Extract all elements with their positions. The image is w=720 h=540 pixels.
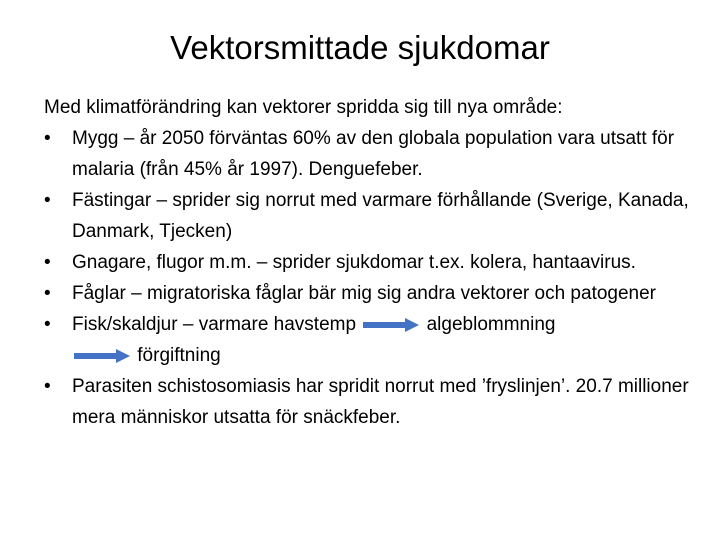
slide-body [44,92,694,433]
bullet-text: Fåglar – migratoriska fåglar bär mig sig andra vektorer och patogener [72,283,657,304]
bullet-text: Parasiten schistosomiasis har spridit norrut med ’fryslinjen’. 20.7 millioner mera människor utsatta för snäckfeber. [72,376,689,428]
bullet-text-part1: Fisk/skaldjur – varmare havstemp [72,314,357,335]
list-item [44,278,694,309]
bullet-text-part3: förgiftning [137,345,221,366]
bullet-icon: • [44,190,51,211]
bullet-text-part2: algeblommning [426,314,556,335]
bullet-list [44,123,694,433]
bullet-icon: • [44,314,51,335]
bullet-icon: • [44,128,51,149]
intro-text: Med klimatförändring kan vektorer spridda sig till nya område: [44,97,563,118]
slide-title: Vektorsmittade sjukdomar [170,29,550,66]
bullet-text: Fästingar – sprider sig norrut med varmare förhållande (Sverige, Kanada, Danmark, Tjecken) [72,190,689,242]
list-item [44,185,694,247]
bullet-icon: • [44,283,51,304]
bullet-icon: • [44,376,51,397]
list-item [44,309,694,371]
bullet-text: Gnagare, flugor m.m. – sprider sjukdomar t.ex. kolera, hantaavirus. [72,252,636,273]
bullet-text: Mygg – år 2050 förväntas 60% av den globala population vara utsatt för malaria (från 45% år 1997). Denguefeber. [72,128,675,180]
list-item [44,247,694,278]
list-item [44,371,694,433]
bullet-icon: • [44,252,51,273]
right-arrow-icon [74,349,130,363]
list-item [44,123,694,185]
right-arrow-icon [363,318,419,332]
